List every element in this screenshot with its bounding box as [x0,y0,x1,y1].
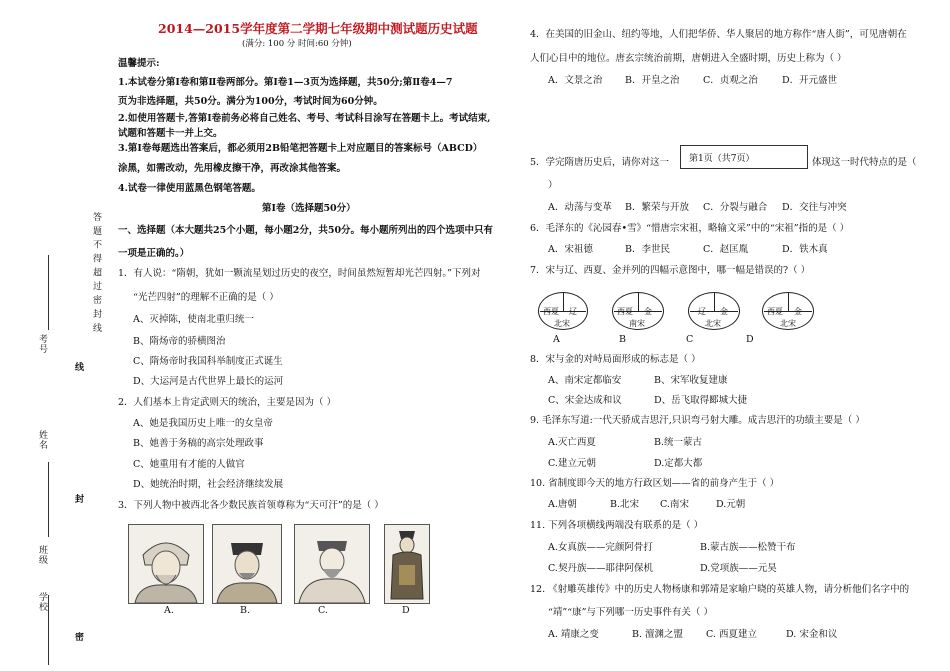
q1-option-c[interactable]: C、隋炀帝时我国科举制度正式诞生 [133,356,283,367]
q11-option-b[interactable]: B.蒙古族——松赞干布 [700,542,796,553]
portrait-a[interactable] [128,524,204,604]
q2-option-d[interactable]: D、她统治时期，社会经济继续发展 [133,479,284,490]
q9-option-b[interactable]: B.统一蒙古 [654,437,703,448]
q6-stem: 6．毛泽东的《沁园春•雪》“惜唐宗宋祖，略输文采”中的“宋祖”指的是（ ） [530,223,850,234]
q7-diagram-c-label: 金 [720,307,728,316]
q7-diagram-d-label: 北宋 [780,319,796,328]
q10-stem: 10. 省制度即今天的地方行政区划——省的前身产生于（ ） [530,478,780,489]
q6-option-b[interactable]: B．李世民 [625,244,670,255]
q3-label-a: A. [164,605,174,616]
portrait-b-image [213,525,281,603]
exam-subtitle: (满分: 100 分 时间:60 分钟) [242,39,352,49]
q12-stem: 12. 《射雕英雄传》中的历史人物杨康和郭靖是家喻户晓的英雄人物，请分析他们名字中的 [530,584,910,595]
q1-option-b[interactable]: B、隋炀帝的骄横图治 [133,336,226,347]
portrait-d[interactable] [384,524,430,604]
tips-line: 1.本试卷分第Ⅰ卷和第Ⅱ卷两部分。第Ⅰ卷1—3页为选择题，共50分;第Ⅱ卷4—7 [118,77,453,88]
q2-option-a[interactable]: A、她是我国历史上唯一的女皇帝 [133,418,273,429]
q4-stem: 人们心目中的地位。唐玄宗统治前期，唐朝进入全盛时期，历史上称为（ ） [530,53,847,64]
q7-letter-a: A [553,334,560,345]
school-field[interactable] [48,595,49,665]
q10-option-b[interactable]: B.北宋 [610,499,640,510]
q3-label-d: D [402,605,410,616]
q3-label-b: B. [240,605,251,616]
q6-option-d[interactable]: D．铁木真 [782,244,828,255]
q2-option-b[interactable]: B、她善于务稿的高宗处理政事 [133,438,264,449]
q5-stem: ） [548,180,558,191]
portrait-b[interactable] [212,524,282,604]
q7-diagram-d-label: 西夏 [767,307,783,316]
q7-stem: 7．宋与辽、西夏、金并列的四幅示意图中，哪一幅是错误的?（ ） [530,265,811,276]
q12-stem: “靖”“康”与下列哪一历史事件有关（ ） [548,607,713,618]
tips-line: 涂黑，如需改动，先用橡皮擦干净，再改涂其他答案。 [118,163,347,174]
q7-diagram-c-label: 辽 [698,307,706,316]
seal-mark-xian: 线 [75,363,85,373]
name-field[interactable] [48,462,49,537]
exam-number-label: 考号 [37,334,47,354]
q7-diagram-a-label: 西夏 [543,307,559,316]
q9-option-a[interactable]: A.灭亡西夏 [548,437,596,448]
tips-line: 2.如使用答题卡,答第Ⅰ卷前务必将自己姓名、考号、考试科目涂写在答题卡上。考试结束, [118,113,491,124]
q3-label-c: C. [318,605,328,616]
section-instruction: 一、选择题（本大题共25个小题，每小题2分，共50分。每小题所列出的四个选项中只有 [118,225,494,236]
tips-heading: 温馨提示: [118,58,160,69]
q10-option-a[interactable]: A.唐朝 [548,499,577,510]
q5-option-b[interactable]: B．繁荣与开放 [625,202,689,213]
section-heading: 第Ⅰ卷（选择题50分） [262,203,356,214]
q12-option-d[interactable]: D. 宋金和议 [786,629,838,640]
page-number-box: 第1页（共7页） [680,145,808,169]
q7-diagram-d-vline [788,293,789,311]
q6-option-a[interactable]: A．宋祖德 [548,244,593,255]
seal-mark-feng: 封 [75,495,85,505]
q1-option-a[interactable]: A、灭掉陈，使南北重归统一 [133,314,254,325]
exam-title: 2014—2015学年度第二学期七年级期中测试题历史试题 [158,21,478,36]
q11-stem: 11. 下列各项横线两端没有联系的是（ ） [530,520,704,531]
q11-option-a[interactable]: A.女真族——完颜阿骨打 [548,542,653,553]
q8-option-c[interactable]: C、宋金达成和议 [548,395,622,406]
q7-diagram-b-label: 西夏 [617,307,633,316]
q7-diagram-c-vline [714,293,715,311]
section-instruction: 一项是正确的。） [118,248,190,259]
q10-option-d[interactable]: D.元朝 [716,499,746,510]
q5-stem: 5．学完隋唐历史后，请你对这一 [530,157,670,168]
q4-option-c[interactable]: C．贞观之治 [703,75,758,86]
q4-stem: 4．在美国的旧金山、纽约等地，人们把华侨、华人聚居的地方称作“唐人街”，可见唐朝在 [530,29,907,40]
q8-option-a[interactable]: A、南宋定都临安 [548,375,622,386]
q10-option-c[interactable]: C.南宋 [660,499,689,510]
q3-stem: 3．下列人物中被西北各少数民族首领尊称为“天可汗”的是（ ） [118,500,384,511]
q7-diagram-b-label: 金 [644,307,652,316]
tips-line: 试题和答题卡一并上交。 [118,128,223,139]
q7-letter-c: C [686,334,694,345]
portrait-c-image [295,525,369,603]
q11-option-d[interactable]: D.党项族——元昊 [700,563,777,574]
seal-line-text: 答 题 不 得 超 过 密 封 线 [91,212,101,333]
tips-line: 4.试卷一律使用蓝黑色钢笔答题。 [118,183,261,194]
name-label: 姓名 [37,430,47,450]
q7-diagram-a-vline [563,293,564,311]
q7-diagram-a-label: 辽 [569,307,577,316]
q2-stem: 2．人们基本上肯定武则天的统治，主要是因为（ ） [118,397,337,408]
q5-option-a[interactable]: A．动荡与变革 [548,202,612,213]
q11-option-c[interactable]: C.契丹族——耶律阿保机 [548,563,653,574]
q7-letter-b: B [619,334,626,345]
q4-option-d[interactable]: D．开元盛世 [782,75,838,86]
q7-diagram-b-label: 南宋 [629,319,645,328]
q8-option-d[interactable]: D、岳飞取得郾城大捷 [654,395,748,406]
q12-option-c[interactable]: C. 西夏建立 [706,629,757,640]
q5-option-c[interactable]: C．分裂与融合 [703,202,768,213]
q7-letter-d: D [746,334,754,345]
q7-diagram-b-vline [638,293,639,311]
tips-line: 页为非选择题，共50分。满分为100分，考试时间为60分钟。 [118,96,383,107]
q7-diagram-c-label: 北宋 [705,319,721,328]
q12-option-b[interactable]: B. 澶渊之盟 [632,629,684,640]
q1-stem: “光芒四射”的理解不正确的是（ ） [133,292,279,303]
q2-option-c[interactable]: C、她重用有才能的人做官 [133,459,245,470]
exam-number-field[interactable] [48,255,49,330]
portrait-c[interactable] [294,524,370,604]
q5-option-d[interactable]: D．交往与冲突 [782,202,847,213]
q8-stem: 8．宋与金的对峙局面形成的标志是（ ） [530,354,701,365]
q7-diagram-a-label: 北宋 [554,319,570,328]
q12-option-a[interactable]: A. 靖康之变 [548,629,599,640]
q8-option-b[interactable]: B、宋军收复建康 [654,375,728,386]
tips-line: 3.第Ⅰ卷每题选出答案后，都必须用2B铅笔把答题卡上对应题目的答案标号（ABCD） [118,143,483,154]
q9-stem: 9. 毛泽东写道:一代天骄成吉思汗,只识弯弓射大雕。成吉思汗的功绩主要是（ ） [530,415,865,426]
q1-option-d[interactable]: D、大运河是古代世界上最长的运河 [133,376,284,387]
q9-option-d[interactable]: D.定都大都 [654,458,703,469]
q5-stem: 体现这一时代特点的是（ [812,157,917,168]
portrait-a-image [129,525,203,603]
q9-option-c[interactable]: C.建立元朝 [548,458,596,469]
q6-option-c[interactable]: C．赵匡胤 [703,244,749,255]
school-label: 学校 [37,592,47,612]
seal-mark-mi: 密 [75,633,85,643]
portrait-d-image [385,525,429,603]
q4-option-b[interactable]: B．开皇之治 [625,75,680,86]
class-label: 班级 [37,545,47,565]
q1-stem: 1．有人说：“隋朝，犹如一颗流星划过历史的夜空，时间虽然短暂却光芒四射。”下列对 [118,268,481,279]
q4-option-a[interactable]: A．文景之治 [548,75,603,86]
q7-diagram-d-label: 金 [794,307,802,316]
